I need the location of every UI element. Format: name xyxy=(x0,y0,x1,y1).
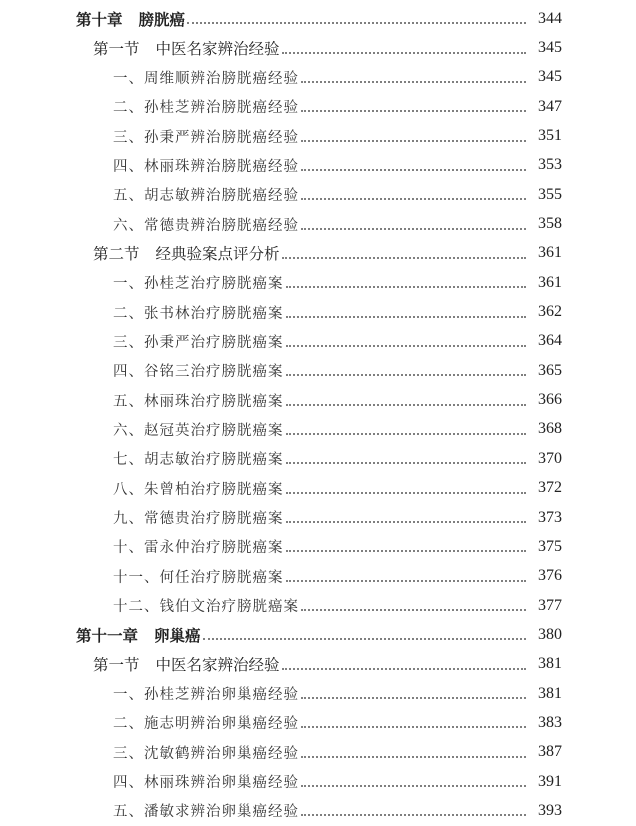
toc-entry-title: 四、谷铭三治疗膀胱癌案 xyxy=(113,364,284,381)
toc-entry-label xyxy=(113,331,284,352)
toc-entry-title: 膀胱癌 xyxy=(138,9,186,29)
toc-page-number: 381 xyxy=(538,655,562,673)
toc-page-number: 364 xyxy=(538,332,562,350)
toc-entry-title: 经典验案点评分析 xyxy=(155,245,280,264)
toc-entry-title: 七、胡志敏治疗膀胱癌案 xyxy=(113,452,284,469)
toc-entry-label xyxy=(113,272,284,293)
dot-leader xyxy=(301,80,526,83)
dot-leader xyxy=(301,168,526,171)
toc-chapter-row[interactable] xyxy=(0,620,636,649)
toc-entry-label xyxy=(113,448,284,469)
toc-entry-label xyxy=(93,37,280,59)
dot-leader xyxy=(301,813,526,816)
toc-page-number: 362 xyxy=(538,303,562,321)
toc-page-number: 380 xyxy=(538,625,562,643)
toc-entry-label xyxy=(113,742,299,763)
toc-entry-label xyxy=(113,683,299,704)
toc-entry-number: 第一节 xyxy=(93,40,140,59)
toc-entry-label xyxy=(113,214,299,235)
toc-entry-title: 五、胡志敏辨治膀胱癌经验 xyxy=(113,188,299,205)
toc-page-number: 368 xyxy=(538,420,562,438)
toc-item-row[interactable] xyxy=(0,415,636,444)
toc-item-row[interactable] xyxy=(0,444,636,473)
toc-item-row[interactable] xyxy=(0,562,636,591)
dot-leader xyxy=(286,344,527,347)
dot-leader xyxy=(286,373,527,376)
dot-leader xyxy=(286,549,527,552)
toc-item-row[interactable] xyxy=(0,474,636,503)
toc-entry-label xyxy=(113,566,284,587)
toc-page-number: 344 xyxy=(538,9,562,27)
toc-item-row[interactable] xyxy=(0,268,636,297)
toc-page-number: 373 xyxy=(538,508,562,526)
toc-item-row[interactable] xyxy=(0,738,636,767)
toc-entry-label xyxy=(93,653,280,675)
toc-entry-label xyxy=(113,478,284,499)
toc-entry-title: 中医名家辨治经验 xyxy=(155,40,280,59)
toc-item-row[interactable] xyxy=(0,385,636,414)
toc-entry-title: 六、赵冠英治疗膀胱癌案 xyxy=(113,422,284,439)
toc-section-row[interactable] xyxy=(0,33,636,62)
toc-page-number: 376 xyxy=(538,567,562,585)
toc-entry-label xyxy=(113,96,299,117)
toc-entry-label xyxy=(113,800,299,821)
toc-page-number: 393 xyxy=(538,801,562,819)
toc-entry-label xyxy=(76,624,201,646)
toc-page-number: 383 xyxy=(538,713,562,731)
dot-leader xyxy=(301,608,526,611)
toc-chapter-row[interactable] xyxy=(0,4,636,33)
toc-entry-label xyxy=(113,67,299,88)
toc-item-row[interactable] xyxy=(0,708,636,737)
toc-entry-title: 三、沈敏鹤辨治卵巢癌经验 xyxy=(113,745,299,762)
toc-item-row[interactable] xyxy=(0,796,636,825)
toc-entry-title: 六、常德贵辨治膀胱癌经验 xyxy=(113,217,299,234)
toc-page-number: 345 xyxy=(538,68,562,86)
toc-entry-title: 卵巢癌 xyxy=(154,625,201,645)
toc-section-row[interactable] xyxy=(0,650,636,679)
toc-entry-label xyxy=(113,507,284,528)
toc-entry-number: 第一节 xyxy=(93,656,140,675)
toc-page-number: 361 xyxy=(538,273,562,291)
dot-leader xyxy=(301,197,526,200)
toc-entry-title: 中医名家辨治经验 xyxy=(155,656,280,675)
dot-leader xyxy=(301,227,526,230)
toc-item-row[interactable] xyxy=(0,180,636,209)
dot-leader xyxy=(286,285,527,288)
toc-entry-label xyxy=(113,712,299,733)
toc-page-number: 370 xyxy=(538,449,562,467)
toc-item-row[interactable] xyxy=(0,327,636,356)
toc-entry-title: 五、林丽珠治疗膀胱癌案 xyxy=(113,393,284,410)
toc-page-number: 361 xyxy=(538,244,562,262)
dot-leader xyxy=(282,667,526,670)
dot-leader xyxy=(301,784,526,787)
table-of-contents xyxy=(0,4,636,826)
toc-page-number: 358 xyxy=(538,215,562,233)
toc-page-number: 391 xyxy=(538,772,562,790)
toc-page-number: 387 xyxy=(538,743,562,761)
toc-item-row[interactable] xyxy=(0,532,636,561)
toc-entry-title: 一、孙桂芝治疗膀胱癌案 xyxy=(113,276,284,293)
toc-section-row[interactable] xyxy=(0,239,636,268)
toc-entry-label xyxy=(93,242,280,264)
dot-leader xyxy=(286,461,527,464)
toc-entry-label xyxy=(113,771,299,792)
dot-leader xyxy=(282,256,526,259)
toc-entry-number: 第十一章 xyxy=(76,625,139,645)
toc-entry-label xyxy=(113,390,284,411)
toc-item-row[interactable] xyxy=(0,503,636,532)
dot-leader xyxy=(286,315,527,318)
dot-leader xyxy=(286,491,527,494)
dot-leader xyxy=(282,51,526,54)
toc-entry-title: 八、朱曾柏治疗膀胱癌案 xyxy=(113,481,284,498)
toc-entry-title: 二、张书林治疗膀胱癌案 xyxy=(113,305,284,322)
dot-leader xyxy=(286,579,527,582)
toc-page-number: 345 xyxy=(538,39,562,57)
dot-leader xyxy=(187,21,526,24)
toc-entry-label xyxy=(113,360,284,381)
toc-item-row[interactable] xyxy=(0,591,636,620)
toc-entry-title: 一、周维顺辨治膀胱癌经验 xyxy=(113,70,299,87)
dot-leader xyxy=(286,403,527,406)
toc-entry-title: 九、常德贵治疗膀胱癌案 xyxy=(113,511,284,528)
toc-page-number: 351 xyxy=(538,127,562,145)
toc-page-number: 377 xyxy=(538,596,562,614)
dot-leader xyxy=(301,696,526,699)
dot-leader xyxy=(286,520,527,523)
toc-item-row[interactable] xyxy=(0,92,636,121)
toc-entry-title: 四、林丽珠辨治膀胱癌经验 xyxy=(113,158,299,175)
toc-entry-label xyxy=(113,536,284,557)
toc-item-row[interactable] xyxy=(0,63,636,92)
toc-item-row[interactable] xyxy=(0,767,636,796)
toc-entry-number: 第二节 xyxy=(93,245,140,264)
toc-item-row[interactable] xyxy=(0,356,636,385)
toc-entry-title: 一、孙桂芝辨治卵巢癌经验 xyxy=(113,687,299,704)
toc-page-number: 355 xyxy=(538,185,562,203)
dot-leader xyxy=(301,755,526,758)
toc-entry-label xyxy=(113,595,299,616)
toc-entry-label xyxy=(113,126,299,147)
toc-entry-title: 三、孙秉严辨治膀胱癌经验 xyxy=(113,129,299,146)
toc-entry-title: 四、林丽珠辨治卵巢癌经验 xyxy=(113,775,299,792)
dot-leader xyxy=(203,637,526,640)
toc-entry-label xyxy=(113,155,299,176)
toc-entry-number: 第十章 xyxy=(76,9,123,29)
toc-item-row[interactable] xyxy=(0,297,636,326)
dot-leader xyxy=(286,432,527,435)
toc-entry-title: 二、施志明辨治卵巢癌经验 xyxy=(113,716,299,733)
toc-page-number: 375 xyxy=(538,537,562,555)
toc-entry-title: 十一、何任治疗膀胱癌案 xyxy=(113,569,284,586)
toc-entry-title: 二、孙桂芝辨治膀胱癌经验 xyxy=(113,100,299,117)
toc-item-row[interactable] xyxy=(0,151,636,180)
toc-entry-title: 五、潘敏求辨治卵巢癌经验 xyxy=(113,804,299,821)
dot-leader xyxy=(301,725,526,728)
dot-leader xyxy=(301,139,526,142)
dot-leader xyxy=(301,109,526,112)
toc-page-number: 372 xyxy=(538,479,562,497)
toc-entry-label xyxy=(113,302,284,323)
toc-entry-title: 三、孙秉严治疗膀胱癌案 xyxy=(113,334,284,351)
toc-item-row[interactable] xyxy=(0,679,636,708)
toc-entry-label xyxy=(76,8,185,30)
toc-item-row[interactable] xyxy=(0,121,636,150)
toc-page-number: 366 xyxy=(538,391,562,409)
toc-item-row[interactable] xyxy=(0,209,636,238)
toc-page-number: 381 xyxy=(538,684,562,702)
toc-page-number: 353 xyxy=(538,156,562,174)
toc-entry-title: 十二、钱伯文治疗膀胱癌案 xyxy=(113,599,299,616)
toc-entry-label xyxy=(113,184,299,205)
toc-entry-title: 十、雷永仲治疗膀胱癌案 xyxy=(113,540,284,557)
toc-entry-label xyxy=(113,419,284,440)
toc-page-number: 365 xyxy=(538,361,562,379)
toc-page-number: 347 xyxy=(538,97,562,115)
